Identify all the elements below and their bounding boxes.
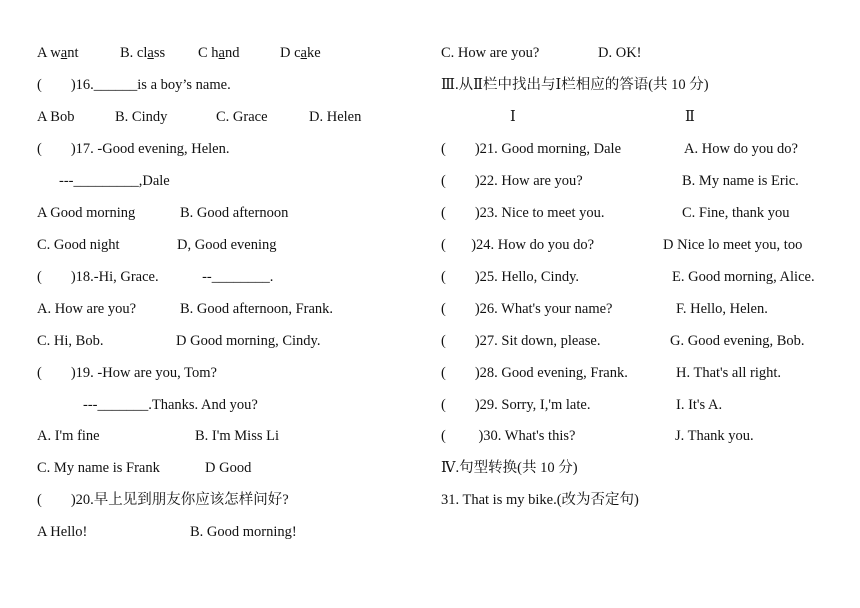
- vowel-option-a: A want: [37, 45, 79, 61]
- q20-option-c: C. How are you?: [441, 45, 540, 61]
- question-31: 31. That is my bike.(改为否定句): [441, 492, 639, 508]
- question-19: ( )19. -How are you, Tom?: [37, 365, 217, 381]
- match-question-26: ( )26. What's your name?: [441, 301, 613, 317]
- match-answer-b: B. My name is Eric.: [682, 173, 799, 189]
- section-4-title: Ⅳ.句型转换(共 10 分): [441, 460, 578, 476]
- q17-option-b: B. Good afternoon: [180, 205, 289, 221]
- match-answer-h: H. That's all right.: [676, 365, 782, 381]
- q16-option-c: C. Grace: [216, 109, 268, 125]
- match-answer-a: A. How do you do?: [684, 141, 798, 157]
- q20-option-b: B. Good morning!: [190, 524, 297, 540]
- q18-option-d: D Good morning, Cindy.: [176, 333, 321, 349]
- question-17: ( )17. -Good evening, Helen.: [37, 141, 230, 157]
- q19-option-a: A. I'm fine: [37, 428, 100, 444]
- match-question-24: ( )24. How do you do?: [441, 237, 595, 253]
- match-answer-e: E. Good morning, Alice.: [672, 269, 815, 285]
- match-question-30: ( )30. What's this?: [441, 428, 576, 444]
- q19-option-d: D Good: [205, 460, 252, 476]
- q17-option-c: C. Good night: [37, 237, 120, 253]
- q16-option-b: B. Cindy: [115, 109, 168, 125]
- match-answer-i: I. It's A.: [676, 397, 723, 413]
- q17-option-a: A Good morning: [37, 205, 136, 221]
- question-20: ( )20.早上见到朋友你应该怎样问好?: [37, 492, 289, 508]
- vowel-option-b: B. class: [120, 45, 166, 61]
- q16-option-a: A Bob: [37, 109, 75, 125]
- column-1-header: Ⅰ: [510, 109, 516, 125]
- q18-option-c: C. Hi, Bob.: [37, 333, 104, 349]
- q19-option-b: B. I'm Miss Li: [195, 428, 279, 444]
- match-answer-c: C. Fine, thank you: [682, 205, 790, 221]
- question-19-reply: ---_______.Thanks. And you?: [83, 397, 258, 413]
- match-question-28: ( )28. Good evening, Frank.: [441, 365, 628, 381]
- match-question-23: ( )23. Nice to meet you.: [441, 205, 605, 221]
- q18-option-a: A. How are you?: [37, 301, 137, 317]
- section-3-title: Ⅲ.从Ⅱ栏中找出与Ⅰ栏相应的答语(共 10 分): [441, 77, 709, 93]
- q20-option-d: D. OK!: [598, 45, 642, 61]
- match-question-25: ( )25. Hello, Cindy.: [441, 269, 580, 285]
- match-question-21: ( )21. Good morning, Dale: [441, 141, 622, 157]
- match-question-29: ( )29. Sorry, I,'m late.: [441, 397, 591, 413]
- match-answer-d: D Nice lo meet you, too: [663, 237, 803, 253]
- q16-option-d: D. Helen: [309, 109, 362, 125]
- match-answer-f: F. Hello, Helen.: [676, 301, 768, 317]
- match-answer-g: G. Good evening, Bob.: [670, 333, 805, 349]
- q19-option-c: C. My name is Frank: [37, 460, 160, 476]
- q18-option-b: B. Good afternoon, Frank.: [180, 301, 334, 317]
- vowel-option-c: C hand: [198, 45, 240, 61]
- match-question-22: ( )22. How are you?: [441, 173, 583, 189]
- q17-option-d: D, Good evening: [177, 237, 277, 253]
- column-2-header: Ⅱ: [685, 109, 695, 125]
- question-16: ( )16.______is a boy’s name.: [37, 77, 231, 93]
- question-17-reply: ---_________,Dale: [59, 173, 170, 189]
- match-answer-j: J. Thank you.: [675, 428, 754, 444]
- vowel-option-d: D cake: [280, 45, 321, 61]
- match-question-27: ( )27. Sit down, please.: [441, 333, 601, 349]
- question-18: ( )18.-Hi, Grace. --________.: [37, 269, 274, 285]
- q20-option-a: A Hello!: [37, 524, 88, 540]
